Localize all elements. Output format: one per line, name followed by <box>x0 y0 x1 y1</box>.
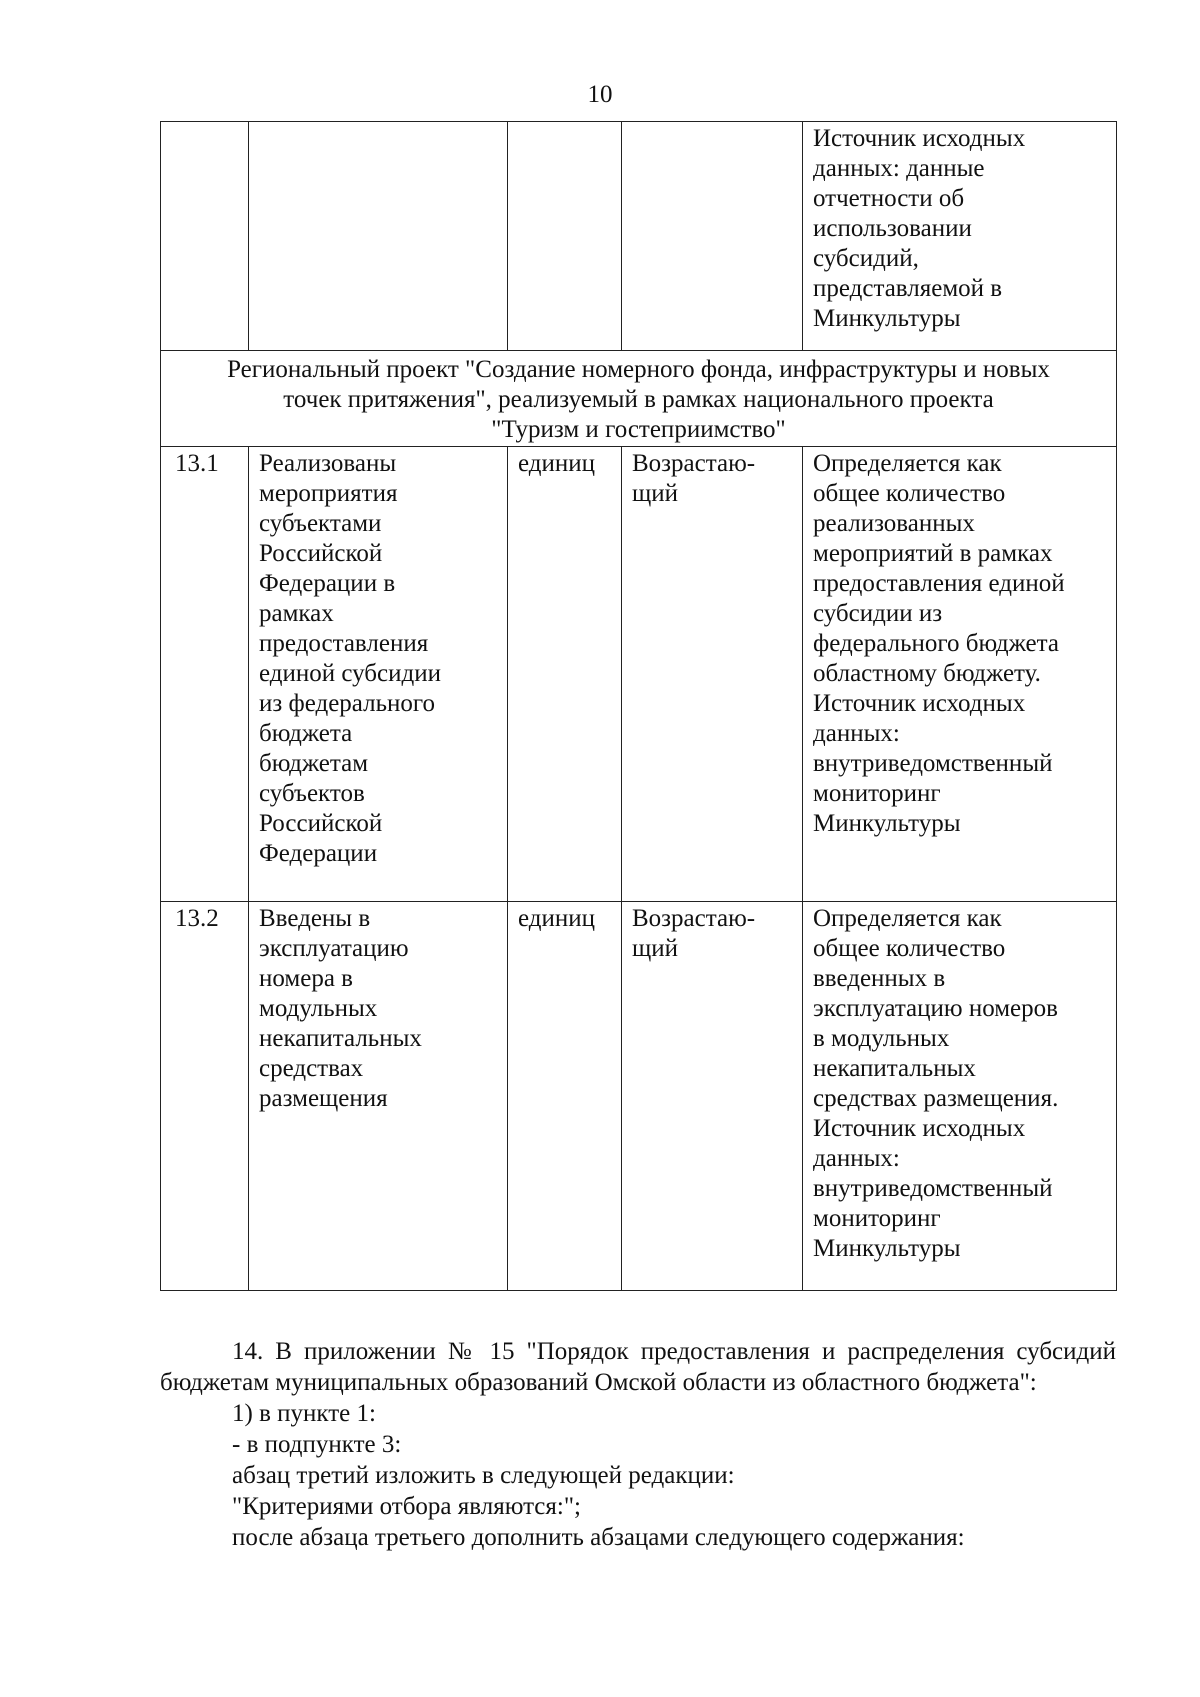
calculation-method <box>803 902 1117 1291</box>
cell-text-line: Источник исходных <box>813 125 1026 152</box>
cell-text-line: эксплуатацию <box>259 935 409 962</box>
cell-text-line: эксплуатацию номеров <box>813 995 1058 1022</box>
cell-source <box>803 122 1117 351</box>
cell-text-line: Региональный проект "Создание номерного фонда, инфраструктуры и новых <box>227 356 1050 383</box>
trend <box>622 447 803 902</box>
cell-text-line: Минкультуры <box>813 305 961 332</box>
unit: единиц <box>508 902 622 1291</box>
cell-text-line: щий <box>632 935 679 962</box>
cell-text-line: Определяется как <box>813 905 1002 932</box>
cell-text-line: размещения <box>259 1085 388 1112</box>
cell-text-line: данных: данные <box>813 155 985 182</box>
cell-text-line: субсидий, <box>813 245 919 272</box>
body-text <box>160 1336 1116 1553</box>
unit: единиц <box>508 447 622 902</box>
cell-text-line: Федерации <box>259 840 378 867</box>
cell-text-line: представляемой в <box>813 275 1003 302</box>
cell-text-line: Источник исходных <box>813 690 1026 717</box>
cell-text-line: модульных <box>259 995 378 1022</box>
page-number: 10 <box>587 81 613 108</box>
cell-num-empty <box>161 122 249 351</box>
cell-trend-empty <box>622 122 803 351</box>
table-row <box>161 447 1117 902</box>
cell-text-line: Минкультуры <box>813 810 961 837</box>
cell-text-line: субсидии из <box>813 600 943 627</box>
cell-text-line: мероприятий в рамках <box>813 540 1053 567</box>
cell-text-line: общее количество <box>813 935 1006 962</box>
cell-text-line: точек притяжения", реализуемый в рамках национального проекта <box>283 386 994 413</box>
paragraph-line: 1) в пункте 1: <box>232 1400 376 1427</box>
cell-text-line: предоставления единой <box>813 570 1065 597</box>
cell-text-line: мониторинг <box>813 1205 941 1232</box>
cell-text-line: Реализованы <box>259 450 397 477</box>
cell-text-line: внутриведомственный <box>813 750 1053 777</box>
cell-text-line: Российской <box>259 810 383 837</box>
section-header-regional-project <box>161 351 1117 447</box>
trend <box>622 902 803 1291</box>
cell-text-line: Минкультуры <box>813 1235 961 1262</box>
row-number: 13.2 <box>161 902 249 1291</box>
indicators-table <box>160 121 1117 1291</box>
indicator-name <box>249 447 508 902</box>
cell-text-line: Возрастаю- <box>632 450 756 477</box>
cell-text-line: внутриведомственный <box>813 1175 1053 1202</box>
cell-text-line: мониторинг <box>813 780 941 807</box>
cell-text-line: данных: <box>813 720 900 747</box>
cell-text-line: некапитальных <box>259 1025 422 1052</box>
cell-text-line: некапитальных <box>813 1055 976 1082</box>
table-row-continuation <box>161 122 1117 351</box>
cell-text-line: мероприятия <box>259 480 398 507</box>
cell-text-line: областному бюджету. <box>813 660 1041 687</box>
cell-text-line: реализованных <box>813 510 975 537</box>
cell-text-line: Источник исходных <box>813 1115 1026 1142</box>
cell-text-line: из федерального <box>259 690 435 717</box>
cell-text-line: федерального бюджета <box>813 630 1059 657</box>
cell-text-line: субъектов <box>259 780 365 807</box>
cell-text-line: бюджетам <box>259 750 369 777</box>
indicator-name <box>249 902 508 1291</box>
cell-text-line: Федерации в <box>259 570 396 597</box>
cell-text-line: Введены в <box>259 905 371 932</box>
cell-text-line: номера в <box>259 965 353 992</box>
cell-text-line: субъектами <box>259 510 382 537</box>
cell-text-line: "Туризм и гостеприимство" <box>491 416 786 443</box>
cell-text-line: щий <box>632 480 679 507</box>
cell-text-line: бюджета <box>259 720 353 747</box>
cell-unit-empty <box>508 122 622 351</box>
cell-text-line: средствах <box>259 1055 364 1082</box>
cell-text-line: введенных в <box>813 965 946 992</box>
cell-text-line: предоставления <box>259 630 429 657</box>
paragraph-line: "Критериями отбора являются:"; <box>232 1493 581 1520</box>
cell-text-line: средствах размещения. <box>813 1085 1059 1112</box>
row-number: 13.1 <box>161 447 249 902</box>
cell-text-line: в модульных <box>813 1025 950 1052</box>
calculation-method <box>803 447 1117 902</box>
table-section-row <box>161 351 1117 447</box>
paragraph-line: - в подпункте 3: <box>232 1431 402 1458</box>
cell-text-line: использовании <box>813 215 972 242</box>
cell-text-line: Российской <box>259 540 383 567</box>
cell-text-line: Возрастаю- <box>632 905 756 932</box>
table-row <box>161 902 1117 1291</box>
paragraph-line: после абзаца третьего дополнить абзацами следующего содержания: <box>232 1524 965 1551</box>
paragraph-line: абзац третий изложить в следующей редакции: <box>232 1462 735 1489</box>
cell-name-empty <box>249 122 508 351</box>
cell-text-line: данных: <box>813 1145 900 1172</box>
cell-text-line: общее количество <box>813 480 1006 507</box>
cell-text-line: Определяется как <box>813 450 1002 477</box>
cell-text-line: отчетности об <box>813 185 965 212</box>
paragraph-item-14: 14. В приложении № 15 "Порядок предоставления и распределения субсидий бюджетам муниципальных образований Омской области из областного бюджета": <box>160 1338 1116 1396</box>
cell-text-line: рамках <box>259 600 334 627</box>
cell-text-line: единой субсидии <box>259 660 441 687</box>
